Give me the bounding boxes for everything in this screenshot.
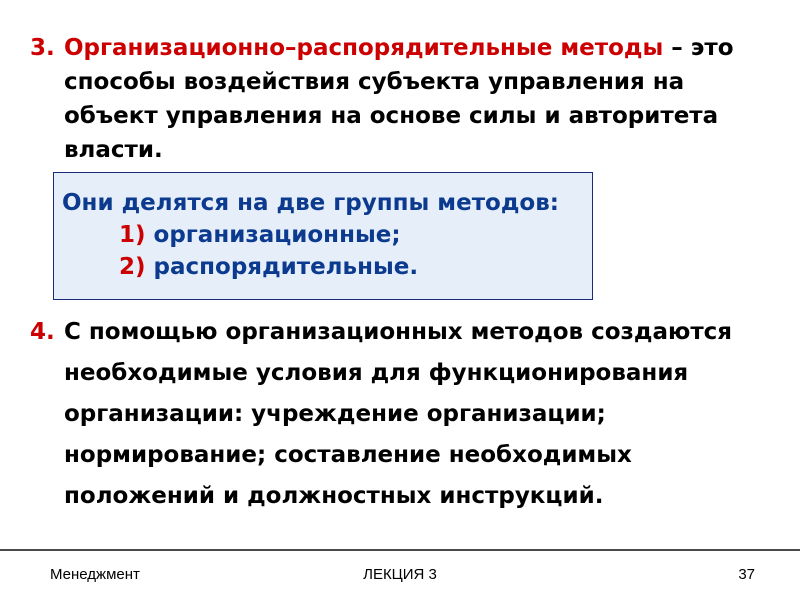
method-groups-title: Они делятся на две группы методов: bbox=[62, 190, 559, 216]
point-3 bbox=[30, 31, 770, 167]
footer-lecture: ЛЕКЦИЯ 3 bbox=[363, 566, 437, 583]
method-group-2-label: распорядительные. bbox=[145, 254, 419, 280]
point-3-definition: – это способы воздействия субъекта управления на объект управления на основе силы и авторитета власти. bbox=[64, 35, 734, 163]
method-group-1-number: 1) bbox=[119, 222, 146, 248]
point-4-body: С помощью организационных методов создаются необходимые условия для функционирования организации: учреждение организации; нормирование; составление необходимых положений и должностных инструкций. bbox=[64, 319, 733, 509]
point-4-number: 4. bbox=[30, 319, 55, 345]
footer-page-number: 37 bbox=[738, 566, 755, 583]
method-group-2 bbox=[119, 251, 418, 283]
point-3-term: Организационно–распорядительные методы bbox=[64, 35, 664, 61]
method-groups-box bbox=[53, 172, 593, 300]
point-3-number: 3. bbox=[30, 35, 55, 61]
point-4 bbox=[30, 312, 770, 517]
method-group-1 bbox=[119, 219, 401, 251]
footer-course: Менеджмент bbox=[50, 566, 140, 583]
footer-divider bbox=[0, 549, 800, 551]
point-3-body bbox=[64, 31, 770, 167]
method-group-2-number: 2) bbox=[119, 254, 146, 280]
method-group-1-label: организационные; bbox=[145, 222, 401, 248]
